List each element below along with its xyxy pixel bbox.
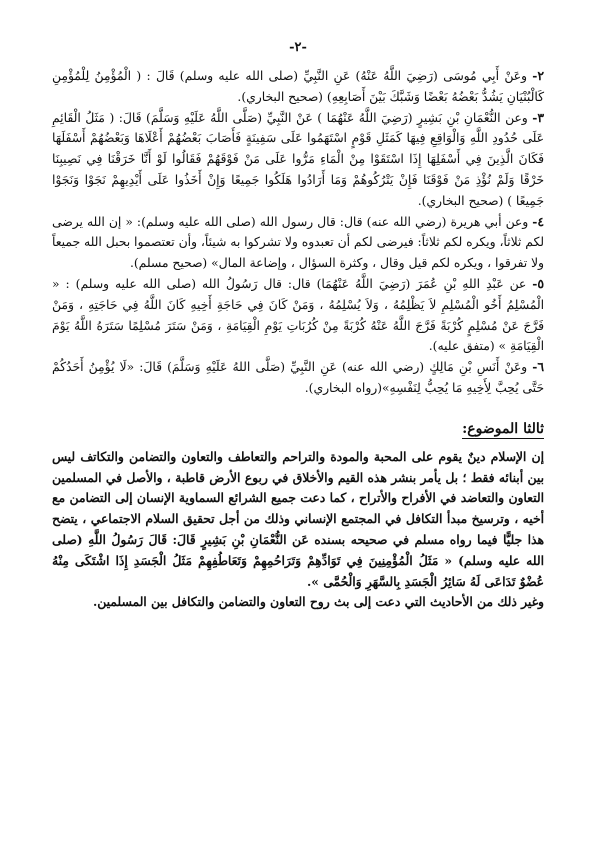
section-title: ثالثا الموضوع:: [462, 420, 544, 437]
hadith-text: وعن أبي هريرة (رضي الله عنه) قال: قال رسول الله (صلى الله عليه وسلم): « إن الله يرضى لكم ثلاثاً، ويكره لكم ثلاثاً: فيرضى لكم أن تعبدوه ولا تشركوا به شيئاً، وأن تعتصموا بحبل الله جميعاً ولا تفرقوا ، ويكره لكم قيل وقال ، وكثرة السؤال ، وإضاعة المال» (صحيح مسلم).: [52, 214, 544, 271]
hadith-item: [52, 66, 544, 108]
hadith-number: ٣-: [532, 109, 544, 125]
topic-section: [52, 447, 544, 613]
hadith-number: ٤-: [532, 213, 544, 229]
page-number: -٢-: [289, 40, 307, 55]
hadith-item: [52, 212, 544, 274]
hadith-item: [52, 108, 544, 212]
hadith-text: وعَنْ أَبِي مُوسَى (رَضِيَ اللَّهُ عَنْهُ) عَنِ النَّبِيِّ (صلى الله عليه وسلم) قَالَ : ( الْمُؤْمِنُ لِلْمُؤْمِنِ كَالْبُنْيَانِ يَشُدُّ بَعْضُهُ بَعْضًا وَشَبَّكَ بَيْنَ أَصَابِعِهِ) (صحيح البخاري).: [52, 69, 544, 104]
topic-paragraph: إن الإسلام دينٌ يقوم على المحبة والمودة والتراحم والتعاطف والتعاون والتضامن والتكاتف ليس بين أبنائه فقط ؛ بل يأمر بنشر هذه القيم والأخلاق في ربوع الأرض قاطبة ، والأصل في المسلمين التعاون والتعاضد في الأفراح والأتراح ، كما دعت جميع الشرائع السماوية الإنسان إلى التضامن مع أخيه ، وترسيخ مبدأ التكافل في المجتمع الإنساني وذلك من أجل تحقيق السلام الاجتماعي ، يتضح هذا جليًّا فيما رواه مسلم في صحيحه بسنده عَن النُّعْمَانِ بْنِ بَشِيرٍ قَالَ: قَالَ رَسُولُ اللَّهِ (صلى الله عليه وسلم) « مَثَلُ الْمُؤْمِنِينَ فِي تَوَادِّهِمْ وَتَرَاحُمِهِمْ وَتَعَاطُفِهِمْ مَثَلُ الْجَسَدِ إِذَا اشْتَكَى مِنْهُ عُضْوٌ تَدَاعَى لَهُ سَائِرُ الْجَسَدِ بِالسَّهَرِ وَالْحُمَّى ».: [52, 448, 544, 589]
hadith-item: [52, 274, 544, 357]
page-content: [52, 66, 544, 613]
hadith-text: وعن النُّعْمَانِ بْنِ بَشِيرٍ (رَضِيَ اللَّهُ عَنْهُمَا ) عَنْ النَّبِيِّ (صَلَّى اللَّهُ عَلَيْهِ وَسَلَّمَ) قَالَ: ( مَثَلُ الْقَائِمِ عَلَى حُدُودِ اللَّهِ وَالْوَاقِعِ فِيهَا كَمَثَلِ قَوْمٍ اسْتَهَمُوا عَلَى سَفِينَةٍ فَأَصَابَ بَعْضُهُمْ أَعْلَاهَا وَبَعْضُهُمْ أَسْفَلَهَا فَكَانَ الَّذِينَ فِي أَسْفَلِهَا إِذَا اسْتَقَوْا مِنْ الْمَاءِ مَرُّوا عَلَى مَنْ فَوْقَهُمْ فَقَالُوا لَوْ أَنَّا خَرَقْنَا فِي نَصِيبِنَا خَرْقًا وَلَمْ نُؤْذِ مَنْ فَوْقَنَا فَإِنْ يَتْرُكُوهُمْ وَمَا أَرَادُوا هَلَكُوا جَمِيعًا وَإِنْ أَخَذُوا عَلَى أَيْدِيهِمْ نَجَوْا وَنَجَوْا جَمِيعًا ) (صحيح البخاري).: [52, 110, 544, 208]
hadith-text: عن عَبْدِ اللهِ بْنِ عُمَرَ (رَضِيَ اللَّهُ عَنْهُمَا) قال: قال رَسُولُ الله (صلى الله عليه وسلم) : « الْمُسْلِمُ أَخُو الْمُسْلِمِ لاَ يَظْلِمُهُ ، وَلاَ يُسْلِمُهُ ، وَمَنْ كَانَ فِي حَاجَةِ أَخِيهِ كَانَ اللَّهُ فِي حَاجَتِهِ ، وَمَنْ فَرَّجَ عَنْ مُسْلِمٍ كُرْبَةً فَرَّجَ اللَّهُ عَنْهُ كُرْبَةً مِنْ كُرُبَاتِ يَوْمِ الْقِيَامَةِ ، وَمَنْ سَتَرَ مُسْلِمًا سَتَرَهُ اللَّهُ يَوْمَ الْقِيَامَةِ » (متفق عليه).: [52, 276, 544, 354]
hadith-number: ٥-: [532, 275, 544, 291]
hadith-text: وعَنْ أَنَسِ بْنِ مَالِكٍ (رضي الله عنه) عَنِ النَّبِيِّ (صَلَّى اللهُ عَلَيْهِ وَسَلَّمَ) قَالَ: «لَا يُؤْمِنُ أَحَدُكُمْ حَتَّى يُحِبَّ لِأَخِيهِ مَا يُحِبُّ لِنَفْسِهِ»(رواه البخاري).: [52, 360, 544, 395]
section-spacer: [52, 399, 544, 419]
hadith-number: ٦-: [532, 359, 544, 375]
topic-paragraph: وغير ذلك من الأحاديث التي دعت إلى بث روح التعاون والتضامن والتكافل بين المسلمين.: [92, 594, 544, 610]
hadith-item: [52, 357, 544, 399]
hadith-number: ٢-: [532, 68, 544, 83]
